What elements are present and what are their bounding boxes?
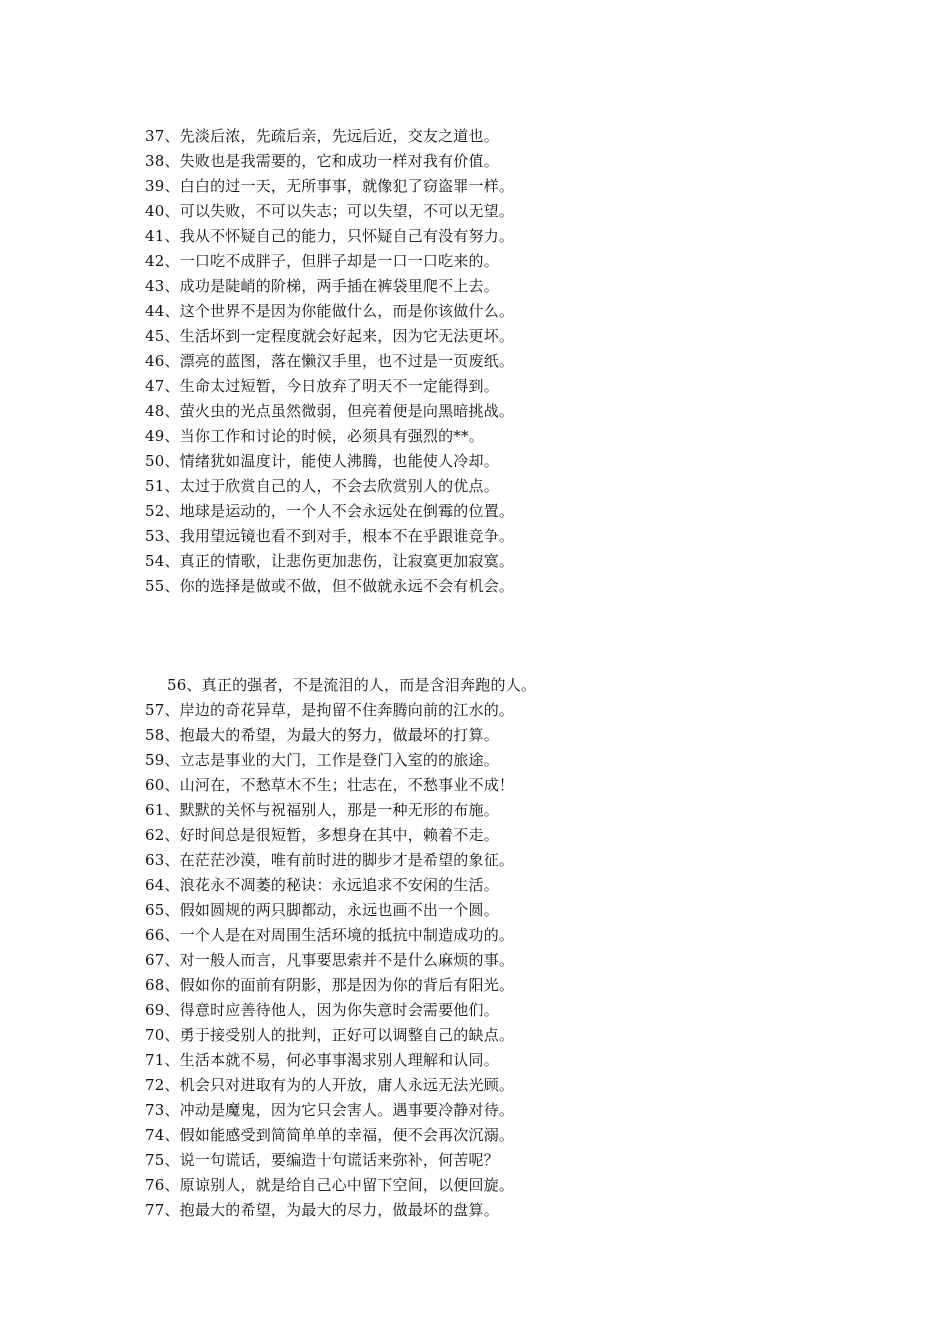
quote-line-45: 45、生活坏到一定程度就会好起来，因为它无法更坏。 bbox=[145, 327, 515, 345]
quote-line-48: 48、萤火虫的光点虽然微弱，但亮着便是向黑暗挑战。 bbox=[145, 402, 515, 420]
quote-line-67: 67、对一般人而言，凡事要思索并不是什么麻烦的事。 bbox=[145, 951, 515, 969]
quote-line-77: 77、抱最大的希望，为最大的尽力，做最坏的盘算。 bbox=[145, 1201, 499, 1219]
quote-line-49: 49、当你工作和讨论的时候，必须具有强烈的**。 bbox=[145, 427, 484, 445]
quote-line-50: 50、情绪犹如温度计，能使人沸腾，也能使人冷却。 bbox=[145, 452, 499, 470]
quote-line-42: 42、一口吃不成胖子，但胖子却是一口一口吃来的。 bbox=[145, 252, 499, 270]
quote-line-52: 52、地球是运动的，一个人不会永远处在倒霉的位置。 bbox=[145, 502, 515, 520]
quote-line-59: 59、立志是事业的大门，工作是登门入室的的旅途。 bbox=[145, 751, 499, 769]
quote-line-55: 55、你的选择是做或不做，但不做就永远不会有机会。 bbox=[145, 577, 515, 595]
quote-line-66: 66、一个人是在对周围生活环境的抵抗中制造成功的。 bbox=[145, 926, 515, 944]
quote-line-72: 72、机会只对进取有为的人开放，庸人永远无法光顾。 bbox=[145, 1076, 515, 1094]
quote-line-64: 64、浪花永不凋萎的秘诀：永远追求不安闲的生活。 bbox=[145, 876, 499, 894]
quote-line-69: 69、得意时应善待他人，因为你失意时会需要他们。 bbox=[145, 1001, 499, 1019]
quote-line-71: 71、生活本就不易，何必事事渴求别人理解和认同。 bbox=[145, 1051, 499, 1069]
quote-line-46: 46、漂亮的蓝图，落在懒汉手里，也不过是一页废纸。 bbox=[145, 352, 515, 370]
quote-line-43: 43、成功是陡峭的阶梯，两手插在裤袋里爬不上去。 bbox=[145, 277, 499, 295]
quote-line-37: 37、先淡后浓，先疏后亲，先远后近，交友之道也。 bbox=[145, 127, 499, 145]
quote-line-38: 38、失败也是我需要的，它和成功一样对我有价值。 bbox=[145, 152, 499, 170]
quote-line-76: 76、原谅别人，就是给自己心中留下空间，以便回旋。 bbox=[145, 1176, 515, 1194]
quote-list-section-2 bbox=[145, 673, 845, 1223]
quote-line-56: 56、真正的强者，不是流泪的人，而是含泪奔跑的人。 bbox=[167, 676, 537, 694]
quote-line-75: 75、说一句谎话，要编造十句谎话来弥补，何苦呢？ bbox=[145, 1151, 499, 1169]
quote-line-61: 61、默默的关怀与祝福别人，那是一种无形的布施。 bbox=[145, 801, 499, 819]
quote-line-44: 44、这个世界不是因为你能做什么，而是你该做什么。 bbox=[145, 302, 515, 320]
quote-list-section-1 bbox=[145, 124, 845, 599]
quote-line-47: 47、生命太过短暂，今日放弃了明天不一定能得到。 bbox=[145, 377, 499, 395]
quote-line-54: 54、真正的情歌，让悲伤更加悲伤，让寂寞更加寂寞。 bbox=[145, 552, 515, 570]
quote-line-39: 39、白白的过一天，无所事事，就像犯了窃盗罪一样。 bbox=[145, 177, 515, 195]
quote-line-40: 40、可以失败，不可以失志；可以失望，不可以无望。 bbox=[145, 202, 515, 220]
quote-line-70: 70、勇于接受别人的批判，正好可以调整自己的缺点。 bbox=[145, 1026, 515, 1044]
quote-line-57: 57、岸边的奇花异草，是拘留不住奔腾向前的江水的。 bbox=[145, 701, 515, 719]
quote-line-41: 41、我从不怀疑自己的能力，只怀疑自己有没有努力。 bbox=[145, 227, 515, 245]
quote-line-53: 53、我用望远镜也看不到对手，根本不在乎跟谁竞争。 bbox=[145, 527, 515, 545]
quote-line-58: 58、抱最大的希望，为最大的努力，做最坏的打算。 bbox=[145, 726, 499, 744]
quote-line-60: 60、山河在，不愁草木不生；壮志在，不愁事业不成！ bbox=[145, 776, 515, 794]
quote-line-68: 68、假如你的面前有阴影，那是因为你的背后有阳光。 bbox=[145, 976, 515, 994]
quote-line-74: 74、假如能感受到简简单单的幸福，便不会再次沉溺。 bbox=[145, 1126, 515, 1144]
quote-line-73: 73、冲动是魔鬼，因为它只会害人。遇事要冷静对待。 bbox=[145, 1101, 515, 1119]
quote-line-65: 65、假如圆规的两只脚都动，永远也画不出一个圆。 bbox=[145, 901, 499, 919]
quote-line-63: 63、在茫茫沙漠，唯有前时进的脚步才是希望的象征。 bbox=[145, 851, 515, 869]
quote-line-62: 62、好时间总是很短暂，多想身在其中，赖着不走。 bbox=[145, 826, 499, 844]
quote-line-51: 51、太过于欣赏自己的人，不会去欣赏别人的优点。 bbox=[145, 477, 499, 495]
